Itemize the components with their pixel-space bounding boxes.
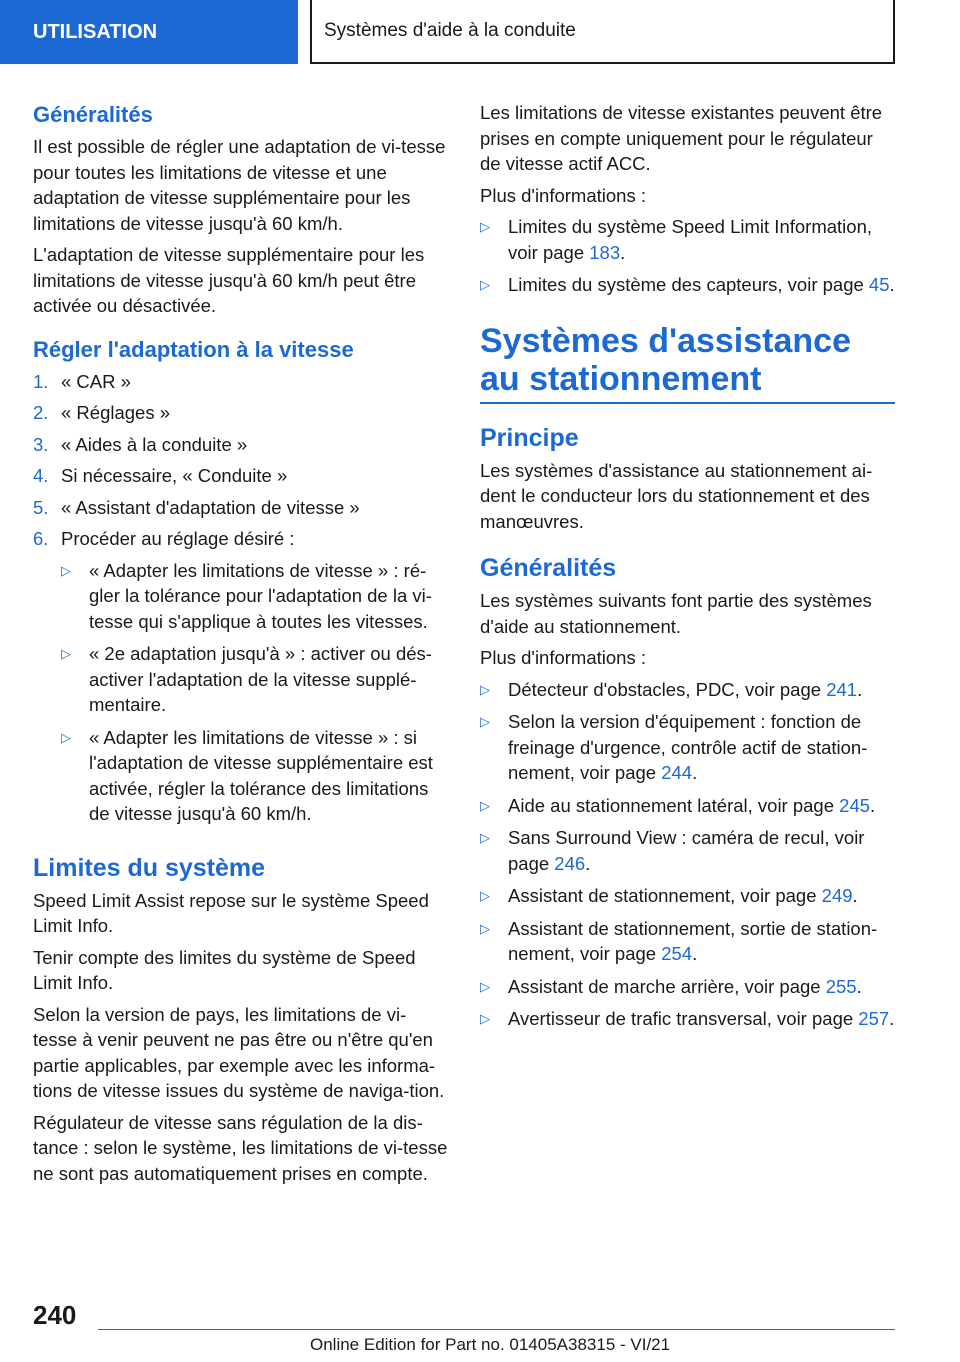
step-number: 4.	[33, 465, 49, 486]
paragraph: Les limitations de vitesse existantes peuvent être prises en compte uniquement pour le régulateur de vitesse actif ACC.	[480, 102, 883, 174]
step-text: « Assistant d'adaptation de vitesse »	[61, 496, 360, 518]
bullet-item	[480, 883, 895, 909]
paragraph: Plus d'informations :	[480, 184, 646, 206]
step-text: Procéder au réglage désiré :	[61, 528, 295, 549]
bullet-item	[480, 677, 895, 703]
page-link[interactable]: 255	[825, 975, 857, 997]
page-link[interactable]: 254	[661, 943, 693, 964]
info-list	[480, 214, 895, 298]
sub-bullet-list	[61, 558, 448, 827]
step-item	[33, 495, 448, 521]
bullet-item	[61, 725, 448, 827]
section-label: UTILISATION	[33, 20, 158, 43]
triangle-right-icon: ▷	[480, 978, 490, 994]
step-item	[33, 463, 448, 489]
paragraph: Tenir compte des limites du système de Speed Limit Info.	[33, 946, 416, 993]
step-body	[61, 526, 448, 834]
bullet-text	[508, 677, 895, 703]
bullet-item	[480, 709, 895, 786]
step-text: Si nécessaire, « Conduite »	[61, 465, 288, 486]
heading-regler-adaptation: Régler l'adaptation à la vitesse	[33, 336, 354, 362]
step-text: « Réglages »	[61, 402, 171, 423]
paragraph: Régulateur de vitesse sans régulation de la dis-tance : selon le système, les limitations de vi-tesse ne sont pas automatiquement prises en compte.	[33, 1111, 448, 1184]
triangle-right-icon: ▷	[480, 888, 490, 903]
triangle-right-icon: ▷	[480, 920, 490, 936]
step-number: 2.	[33, 402, 49, 423]
triangle-right-icon: ▷	[61, 562, 71, 578]
triangle-right-icon: ▷	[480, 681, 490, 697]
bullet-text	[508, 793, 895, 819]
bullet-text-body: Limites du système des capteurs, voir page	[508, 274, 869, 295]
bullet-text	[508, 825, 895, 876]
triangle-right-icon: ▷	[480, 714, 490, 729]
bullet-text	[508, 272, 895, 298]
bullet-item	[480, 974, 895, 1000]
step-item	[33, 432, 448, 458]
bullet-item	[480, 825, 895, 876]
paragraph: Selon la version de pays, les limitations de vi-tesse à venir peuvent ne pas être ou n'être qu'en partie applicables, par exemple avec les informa-tions de vitesse issues du système de naviga-tion.	[33, 1003, 445, 1101]
heading-principe: Principe	[480, 423, 579, 452]
page-link[interactable]: 241	[826, 678, 858, 700]
paragraph: Il est possible de régler une adaptation de vi-tesse pour toutes les limitations de vitesse et une adaptation de vitesse supplémentaire pour les limitations de vitesse jusqu'à 60 km/h.	[33, 136, 446, 234]
step-number: 6.	[33, 528, 49, 549]
bullet-text-body: Détecteur d'obstacles, PDC, voir page	[508, 678, 827, 700]
bullet-end: .	[889, 274, 895, 295]
page-link[interactable]: 244	[661, 762, 693, 783]
bullet-text	[508, 709, 895, 786]
bullet-text-body: Selon la version d'équipement : fonction de freinage d'urgence, contrôle actif de station-nement, voir page	[508, 711, 868, 783]
bullet-text-body: Limites du système Speed Limit Information, voir page	[508, 216, 872, 263]
bullet-text: « 2e adaptation jusqu'à » : activer ou dés-activer l'adaptation de la vitesse supplé-mentaire.	[89, 643, 432, 715]
bullet-text	[508, 1006, 895, 1032]
bullet-item	[61, 558, 448, 635]
page-link[interactable]: 245	[839, 794, 871, 816]
step-text: « CAR »	[61, 370, 131, 392]
step-number: 3.	[33, 433, 49, 455]
triangle-right-icon: ▷	[480, 277, 490, 292]
paragraph: Speed Limit Assist repose sur le système Speed Limit Info.	[33, 889, 429, 936]
bullet-end: .	[889, 1008, 895, 1029]
bullet-item	[480, 214, 895, 265]
paragraph: Plus d'informations :	[480, 647, 646, 668]
section-tab	[0, 0, 298, 64]
triangle-right-icon: ▷	[480, 219, 490, 234]
bullet-item	[480, 272, 895, 298]
triangle-right-icon: ▷	[480, 1011, 490, 1026]
bullet-item	[61, 641, 448, 718]
bullet-text: « Adapter les limitations de vitesse » : si l'adaptation de vitesse supplémentaire est activée, régler la tolérance des limitations de vitesse jusqu'à 60 km/h.	[89, 726, 433, 824]
info-list	[480, 677, 895, 1032]
bullet-end: .	[852, 885, 858, 906]
paragraph: Les systèmes suivants font partie des systèmes d'aide au stationnement.	[480, 590, 872, 637]
step-item	[33, 526, 448, 834]
heading-generalites: Généralités	[480, 554, 617, 582]
chapter-title: Systèmes d'assistance au stationnement	[480, 322, 895, 404]
triangle-right-icon: ▷	[480, 830, 490, 845]
left-column	[33, 100, 448, 1192]
step-text: « Aides à la conduite »	[61, 433, 248, 455]
bullet-text	[508, 916, 895, 967]
step-item	[33, 369, 448, 395]
page-link[interactable]: 246	[554, 852, 586, 874]
page-link[interactable]: 249	[821, 885, 853, 906]
bullet-end: .	[692, 762, 698, 783]
bullet-item	[480, 916, 895, 967]
paragraph: L'adaptation de vitesse supplémentaire pour les limitations de vitesse jusqu'à 60 km/h peut être activée ou désactivée.	[33, 244, 425, 316]
page-number: 240	[33, 1300, 77, 1330]
step-number: 1.	[33, 370, 49, 392]
bullet-text	[508, 974, 895, 1000]
chapter-header-title: Systèmes d'aide à la conduite	[324, 20, 576, 41]
bullet-text: « Adapter les limitations de vitesse » : ré-gler la tolérance pour l'adaptation de la vi-tesse qui s'applique à toutes les vitesses.	[89, 559, 432, 632]
bullet-item	[480, 793, 895, 819]
bullet-end: .	[585, 852, 591, 874]
triangle-right-icon: ▷	[61, 729, 71, 745]
bullet-text-body: Sans Surround View : caméra de recul, voir page	[508, 827, 865, 874]
bullet-end: .	[692, 943, 698, 964]
bullet-text-body: Aide au stationnement latéral, voir page	[508, 794, 840, 816]
bullet-text-body: Assistant de marche arrière, voir page	[508, 975, 826, 997]
bullet-text-body: Assistant de stationnement, sortie de station-nement, voir page	[508, 917, 878, 964]
bullet-item	[480, 1006, 895, 1032]
page-link[interactable]: 45	[868, 274, 890, 295]
chapter-header	[312, 0, 895, 64]
bullet-end: .	[856, 975, 862, 997]
triangle-right-icon: ▷	[61, 646, 71, 661]
heading-limites-systeme: Limites du système	[33, 853, 266, 882]
right-column	[480, 100, 895, 1039]
bullet-text	[508, 214, 895, 265]
bullet-end: .	[870, 794, 876, 816]
step-number: 5.	[33, 496, 49, 518]
footer-divider	[98, 1329, 895, 1330]
page-link[interactable]: 183	[589, 241, 621, 263]
steps-list	[33, 369, 448, 834]
bullet-text-body: Assistant de stationnement, voir page	[508, 885, 822, 906]
step-item	[33, 400, 448, 426]
bullet-end: .	[620, 241, 626, 263]
page-link[interactable]: 257	[858, 1008, 890, 1029]
footer-edition: Online Edition for Part no. 01405A38315 - VI/21	[310, 1335, 671, 1354]
bullet-text	[508, 883, 895, 909]
bullet-end: .	[857, 678, 863, 700]
triangle-right-icon: ▷	[480, 797, 490, 813]
paragraph: Les systèmes d'assistance au stationnement ai-dent le conducteur lors du stationnement et des manœuvres.	[480, 459, 873, 532]
bullet-text-body: Avertisseur de trafic transversal, voir page	[508, 1008, 859, 1029]
heading-generalites: Généralités	[33, 102, 153, 127]
